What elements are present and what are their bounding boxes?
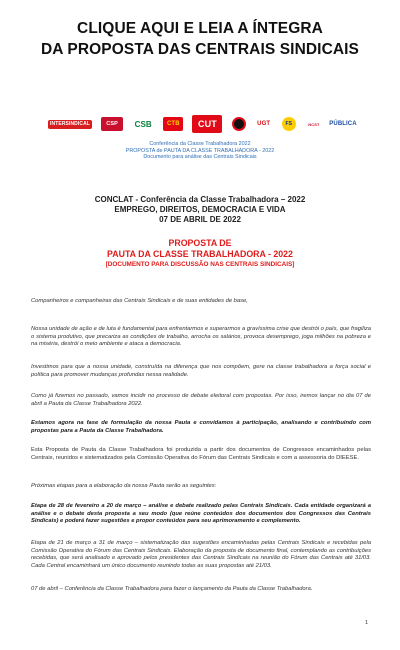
proposta-line-1: PROPOSTA DE: [168, 238, 232, 248]
cgtb-logo: [232, 117, 246, 131]
publica-logo: PÚBLICA: [332, 116, 354, 132]
paragraph-past: Como já fizemos no passado, vamos incidir no processo de debate eleitoral com propostas. Por isso, iremos lançar no dia 07 de abril a Pauta da Classe Trabalhadora 2022.: [31, 393, 371, 407]
paragraph-greeting: Companheiros e companheiras das Centrais Sindicais e de suas entidades de base,: [31, 298, 248, 304]
proposta-heading: [0, 238, 400, 269]
proposta-line-3: [DOCUMENTO PARA DISCUSSÃO NAS CENTRAIS SINDICAIS]: [105, 261, 295, 268]
ugt-logo: UGT: [255, 116, 273, 132]
conclat-line-2: EMPREGO, DIREITOS, DEMOCRACIA E VIDA: [114, 205, 286, 214]
conference-note: [0, 141, 400, 161]
conclat-heading: [0, 195, 400, 225]
page-number: 1: [365, 620, 369, 626]
headline[interactable]: [0, 18, 400, 60]
csp-logo: CSP: [101, 117, 123, 131]
conference-note-line-3: Documento para análise das Centrais Sindicais: [143, 154, 257, 161]
ctb-logo: CTB: [163, 117, 183, 131]
intersindical-logo: INTERSINDICAL: [48, 120, 92, 129]
cut-logo: CUT: [192, 115, 222, 133]
paragraph-origin: Esta Proposta de Pauta da Classe Trabalhadora foi produzida a partir dos documentos de Congressos encaminhados pelas Centrais, reunidos e sistematizados pela Comissão Operativa do Fórum das Centrais Sindicais e com a assessoria do DIEESE.: [31, 447, 371, 461]
paragraph-unity: Nossa unidade de ação e de luta é fundamental para enfrentarmos e superarmos a gravíssima crise que destrói o país, que fragiliza o sistema produtivo, que precariza as condições de trabalho, arrocha os salários, provoca desemprego, joga milhões na pobreza e na miséria, destrói o meio ambiente e ataca a democracia.: [31, 326, 371, 348]
conference-note-line-2: PROPOSTA de PAUTA DA CLASSE TRABALHADORA - 2022: [125, 147, 275, 154]
conclat-line-3: 07 DE ABRIL DE 2022: [159, 215, 241, 224]
nova-central-logo: NCST: [305, 116, 323, 132]
paragraph-stage-3: 07 de abril – Conferência da Classe Trabalhadora para fazer o lançamento da Pauta da Classe Trabalhadora.: [31, 586, 313, 592]
paragraph-next-steps: Próximas etapas para a elaboração da nossa Pauta serão as seguintes:: [31, 483, 217, 489]
paragraph-investment: Investimos para que a nossa unidade, construída na diferença que nos compõem, gere na classe trabalhadora a força social e política para promover mudanças profundas nessa realidade.: [31, 364, 371, 378]
conclat-line-1: CONCLAT - Conferência da Classe Trabalhadora – 2022: [94, 195, 306, 204]
paragraph-stage-2: Etapa de 21 de março a 31 de março – sistematização das sugestões encaminhadas pelas Centrais Sindicais e recebidas pela Comissão Operativa do Fórum das Centrais Sindicais. Elaboração da proposta de documento final, contemplando as contribuições recebidas, que será analisado e aprovado pelos presidentes das Centrais Sindicais na reunião do Fórum das Centrais até 31/03. Cada Central encaminhará um único documento reunindo todas as suas propostas até 21/03.: [31, 540, 371, 569]
paragraph-formulation: Estamos agora na fase de formulação da nossa Pauta e convidamos à participação, analisando e contribuindo com propostas para a Pauta da Classe Trabalhadora.: [31, 420, 371, 434]
headline-line-2[interactable]: DA PROPOSTA DAS CENTRAIS SINDICAIS: [40, 41, 360, 58]
csb-logo: CSB: [132, 117, 154, 131]
forca-sindical-logo: FS: [282, 117, 296, 131]
union-logos: [48, 112, 357, 136]
proposta-line-2: PAUTA DA CLASSE TRABALHADORA - 2022: [107, 249, 293, 259]
conference-note-line-1: Conferência da Classe Trabalhadora 2022: [149, 141, 251, 147]
headline-line-1[interactable]: CLIQUE AQUI E LEIA A ÍNTEGRA: [77, 20, 323, 37]
paragraph-stage-1: Etapa de 28 de fevereiro a 20 de março – análise e debate realizado pelas Centrais Sindicais. Cada entidade organizará a análise e o debate desta proposta a seu modo (que reúne conteúdos dos documentos dos Congressos das Centrais Sindicais) e poderá fazer sugestões e propor conteúdos para seu aprimoramento e complemento.: [31, 503, 371, 525]
